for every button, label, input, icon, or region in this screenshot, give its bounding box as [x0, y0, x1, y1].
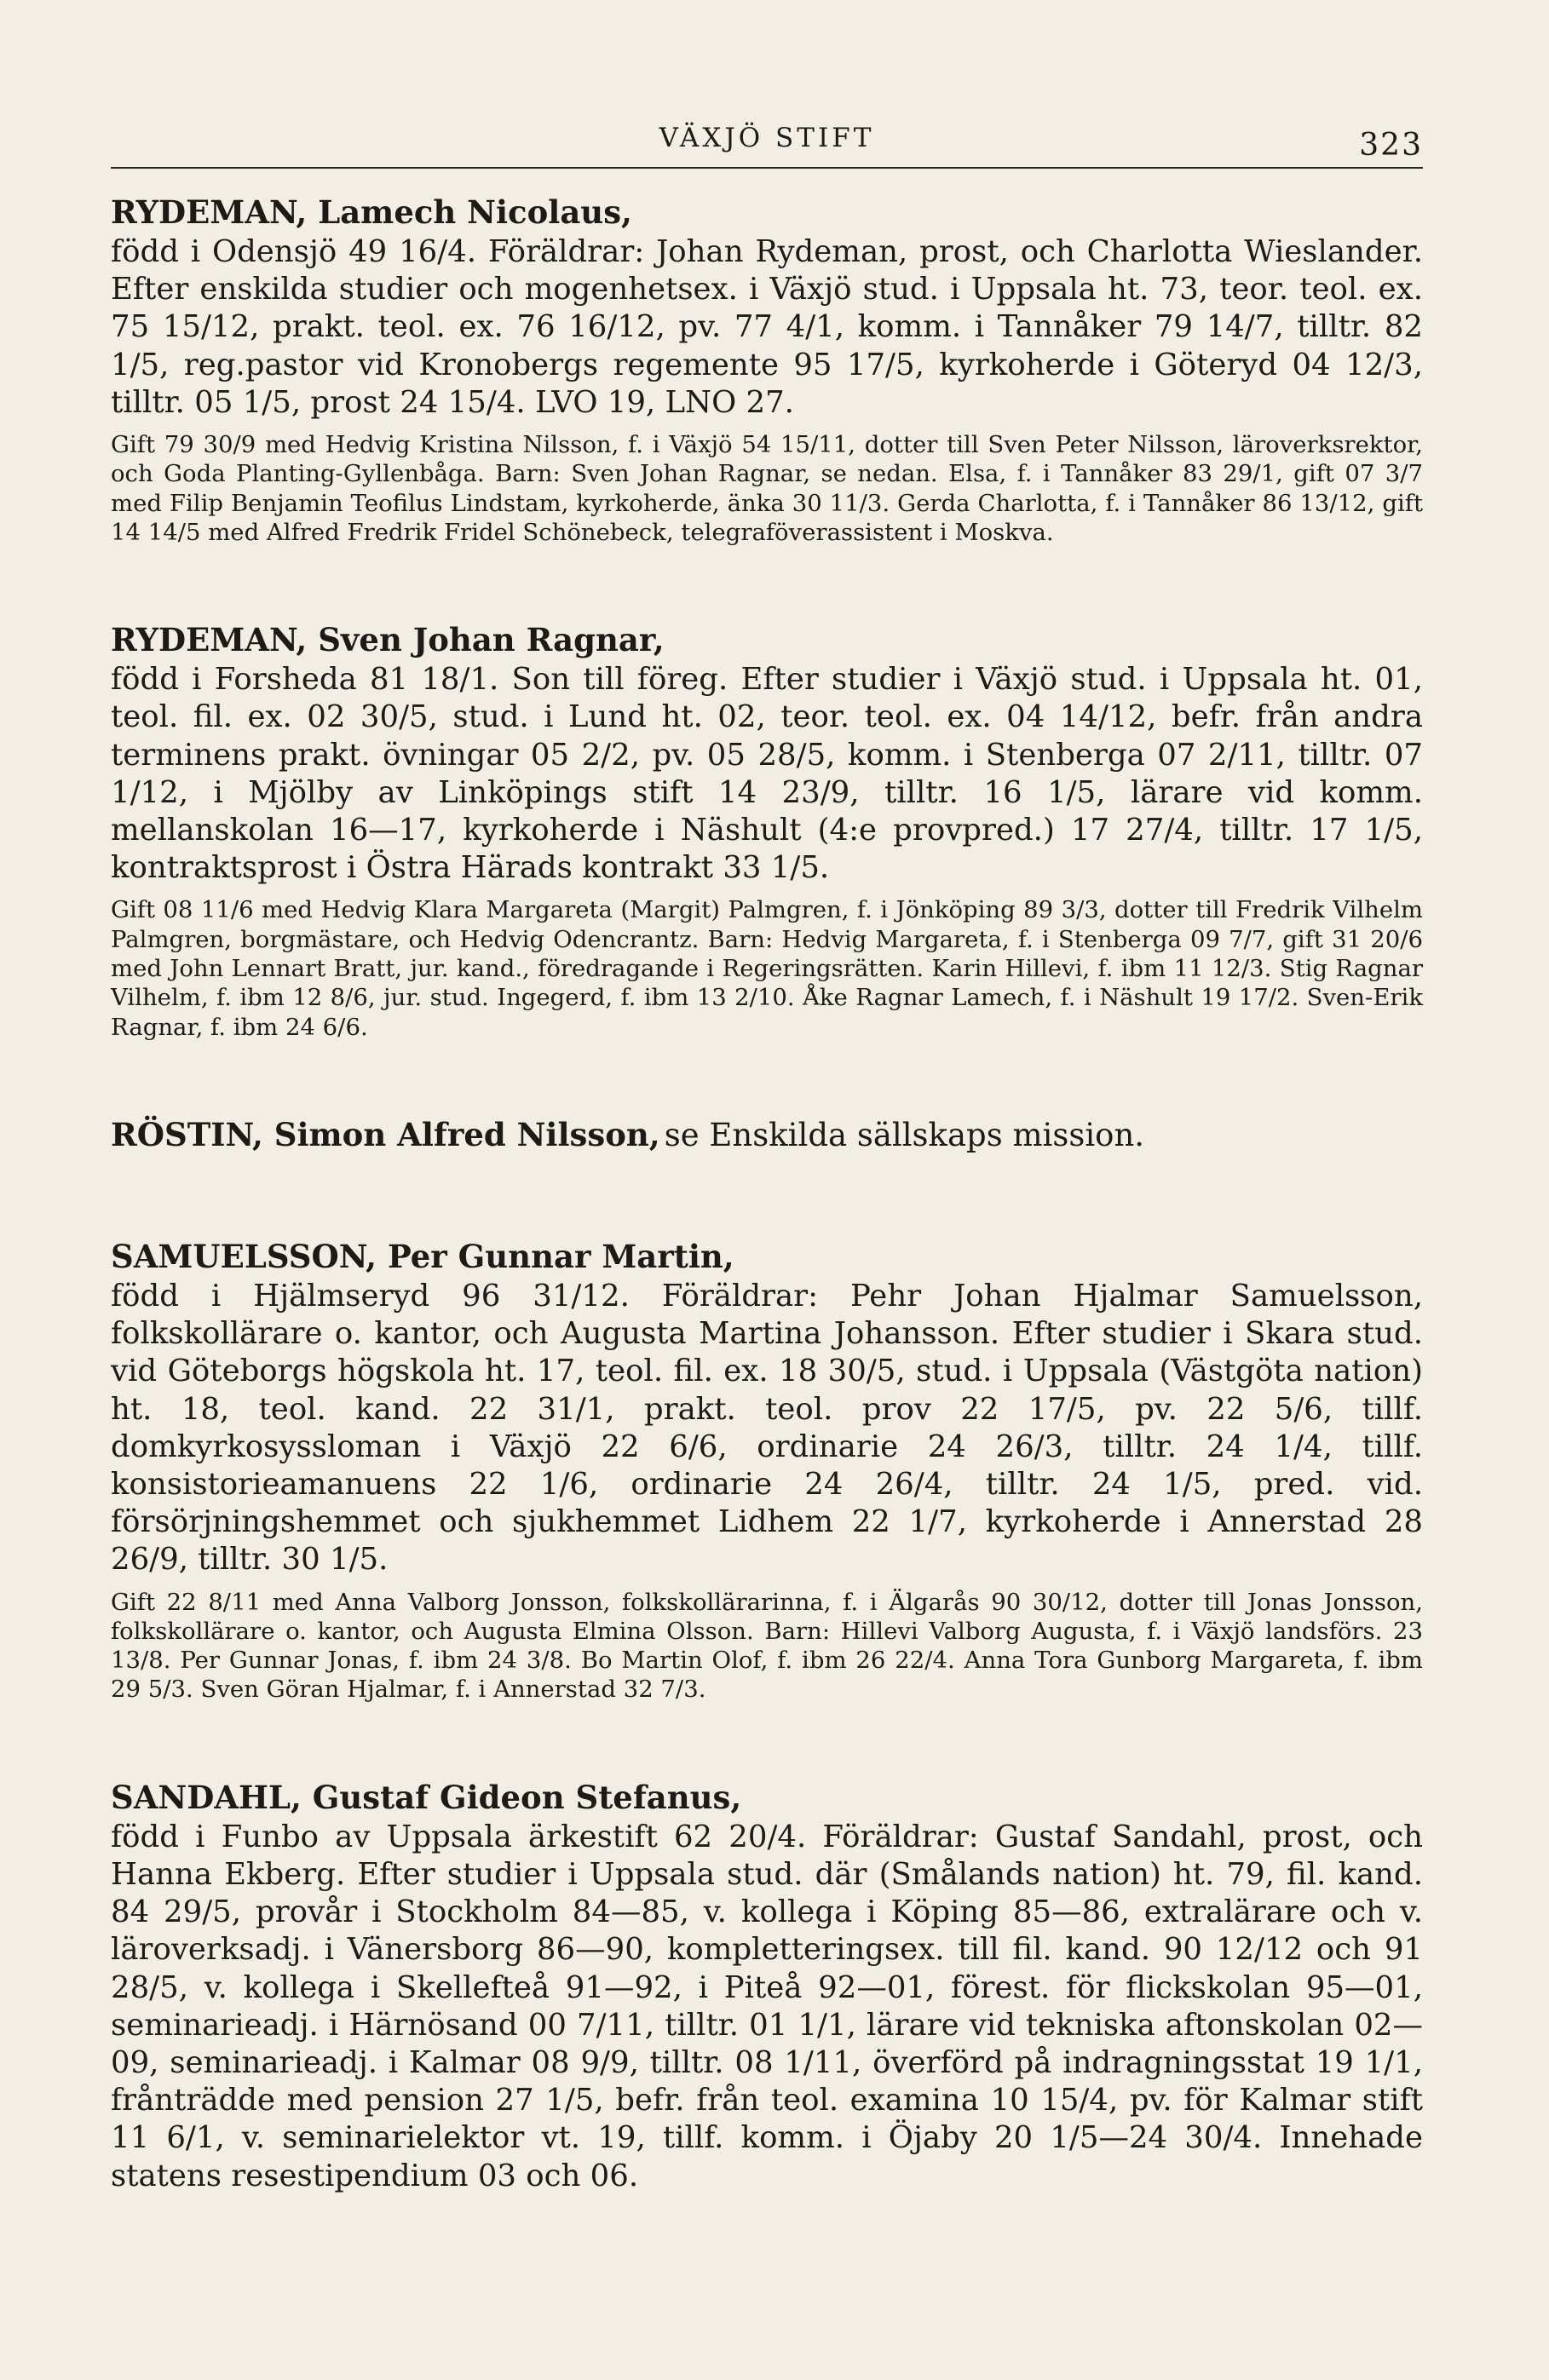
entry-rydeman-sven [111, 618, 1423, 1042]
entry-bio: född i Hjälmseryd 96 31/12. Föräldrar: Pehr Johan Hjalmar Samuelsson, folkskollärare o. kantor, och Augusta Martina Johansson. Efter studier i Skara stud. vid Göteborgs högskola ht. 17, teol. fil. ex. 18 30/5, stud. i Uppsala (Västgöta nation) ht. 18, teol. kand. 22 31/1, prakt. teol. prov 22 17/5, pv. 22 5/6, tillf. domkyrkosyssloman i Växjö 22 6/6, ordinarie 24 26/3, tilltr. 24 1/4, tillf. konsistorieamanuens 22 1/6, ordinarie 24 26/4, tilltr. 24 1/5, pred. vid. försörjningshemmet och sjukhemmet Lidhem 22 1/7, kyrkoherde i Annerstad 28 26/9, tilltr. 30 1/5. [111, 1278, 1423, 1578]
entry-name: RYDEMAN, Lamech Nicolaus, [111, 193, 632, 231]
entry-bio: född i Forsheda 81 18/1. Son till föreg. Efter studier i Växjö stud. i Uppsala ht. 01, teol. fil. ex. 02 30/5, stud. i Lund ht. 02, teor. teol. ex. 04 14/12, befr. från andra terminens prakt. övningar 05 2/2, pv. 05 28/5, komm. i Stenberga 07 2/11, tilltr. 07 1/12, i Mjölby av Linköpings stift 14 23/9, tilltr. 16 1/5, lärare vid komm. mellanskolan 16—17, kyrkoherde i Näshult (4:e provpred.) 17 27/4, tilltr. 17 1/5, kontraktsprost i Östra Härads kontrakt 33 1/5. [111, 662, 1423, 886]
entry-cross-reference: se Enskilda sällskaps mission. [664, 1116, 1145, 1153]
page-number: 323 [1359, 128, 1423, 163]
entry-family: Gift 22 8/11 med Anna Valborg Jonsson, folkskollärarinna, f. i Älgarås 90 30/12, dotter till Jonas Jonsson, folkskollärare o. kantor, och Augusta Elmina Olsson. Barn: Hillevi Valborg Augusta, f. i Växjö landsförs. 23 13/8. Per Gunnar Jonas, f. ibm 24 3/8. Bo Martin Olof, f. ibm 26 22/4. Anna Tora Gunborg Margareta, f. ibm 29 5/3. Sven Göran Hjalmar, f. i Annerstad 32 7/3. [111, 1588, 1423, 1704]
entry-bio: född i Odensjö 49 16/4. Föräldrar: Johan Rydeman, prost, och Charlotta Wieslander. Efter enskilda studier och mogenhetsex. i Växjö stud. i Uppsala ht. 73, teor. teol. ex. 75 15/12, prakt. teol. ex. 76 16/12, pv. 77 4/1, komm. i Tannåker 79 14/7, tilltr. 82 1/5, reg.pastor vid Kronobergs regemente 95 17/5, kyrkoherde i Göteryd 04 12/3, tilltr. 05 1/5, prost 24 15/4. LVO 19, LNO 27. [111, 234, 1423, 420]
entry-family: Gift 08 11/6 med Hedvig Klara Margareta (Margit) Palmgren, f. i Jönköping 89 3/3, dotter till Fredrik Vilhelm Palmgren, borgmästare, och Hedvig Odencrantz. Barn: Hedvig Margareta, f. i Stenberga 09 7/7, gift 31 20/6 med John Lennart Bratt, jur. kand., föredragande i Regeringsrätten. Karin Hillevi, f. ibm 11 12/3. Stig Ragnar Vilhelm, f. ibm 12 8/6, jur. stud. Ingegerd, f. ibm 13 2/10. Åke Ragnar Lamech, f. i Näshult 19 17/2. Sven-Erik Ragnar, f. ibm 24 6/6. [111, 896, 1423, 1041]
page-header [111, 94, 1423, 167]
entry-name: SANDAHL, Gustaf Gideon Stefanus, [111, 1778, 742, 1816]
entry-bio: född i Funbo av Uppsala ärkestift 62 20/4. Föräldrar: Gustaf Sandahl, prost, och Hanna Ekberg. Efter studier i Uppsala stud. där (Smålands nation) ht. 79, fil. kand. 84 29/5, provår i Stockholm 84—85, v. kollega i Köping 85—86, extralärare och v. läroverksadj. i Vänersborg 86—90, kompletteringsex. till fil. kand. 90 12/12 och 91 28/5, v. kollega i Skellefteå 91—92, i Piteå 92—01, förest. för flickskolan 95—01, seminarieadj. i Härnösand 00 7/11, tilltr. 01 1/1, lärare vid tekniska aftonskolan 02—09, seminarieadj. i Kalmar 08 9/9, tilltr. 08 1/11, överförd på indragningsstat 19 1/1, frånträdde med pension 27 1/5, befr. från teol. examina 10 15/4, pv. för Kalmar stift 11 6/1, v. seminarielektor vt. 19, tillf. komm. i Öjaby 20 1/5—24 30/4. Innehade statens resestipendium 03 och 06. [111, 1819, 1423, 2193]
entry-name: RYDEMAN, Sven Johan Ragnar, [111, 621, 665, 659]
running-title: VÄXJÖ STIFT [659, 123, 875, 153]
entries [111, 191, 1423, 2267]
entry-sandahl [111, 1776, 1423, 2195]
entry-rydeman-lamech [111, 191, 1423, 547]
entry-samuelsson [111, 1235, 1423, 1705]
header-rule [111, 167, 1423, 169]
entry-name: RÖSTIN, Simon Alfred Nilsson, [111, 1115, 660, 1153]
entry-family: Gift 79 30/9 med Hedvig Kristina Nilsson, f. i Växjö 54 15/11, dotter till Sven Peter Nilsson, läroverksrektor, och Goda Planting-Gyllenbåga. Barn: Sven Johan Ragnar, se nedan. Elsa, f. i Tannåker 83 29/1, gift 07 3/7 med Filip Benjamin Teofilus Lindstam, kyrkoherde, änka 30 11/3. Gerda Charlotta, f. i Tannåker 86 13/12, gift 14 14/5 med Alfred Fredrik Fridel Schönebeck, telegraföverassistent i Moskva. [111, 431, 1423, 546]
entry-rostin [111, 1113, 1423, 1157]
entry-name: SAMUELSSON, Per Gunnar Martin, [111, 1237, 734, 1275]
